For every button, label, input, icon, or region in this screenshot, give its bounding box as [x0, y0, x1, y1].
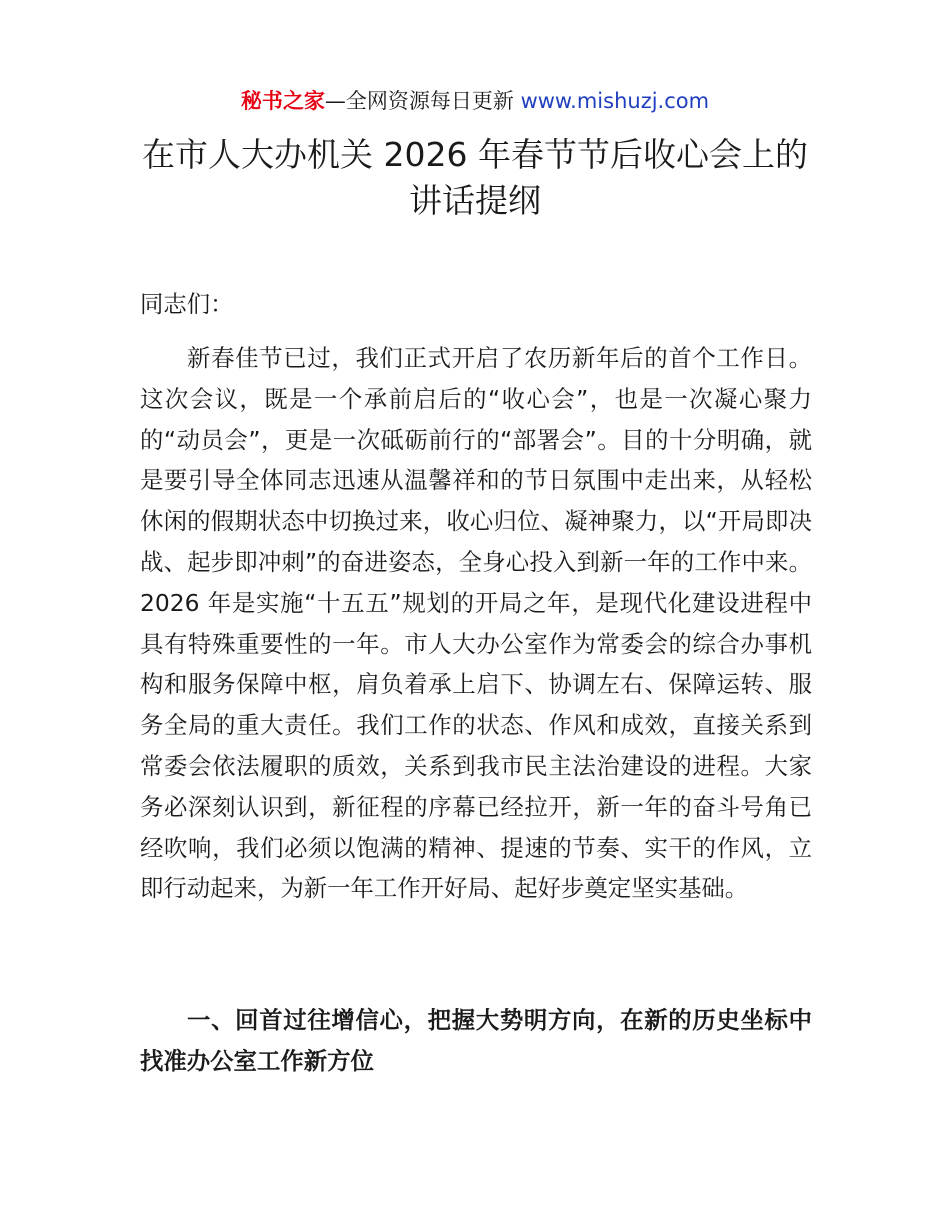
body-paragraph: 新春佳节已过，我们正式开启了农历新年后的首个工作日。这次会议，既是一个承前启后的“收心会”，也是一次凝心聚力的“动员会”，更是一次砥砺前行的“部署会”。目的十分明确，就是要引导全体同志迅速从温馨祥和的节日氛围中走出来，从轻松休闲的假期状态中切换过来，收心归位、凝神聚力，以“开局即决战、起步即冲刺”的奋进姿态，全身心投入到新一年的工作中来。2026 年是实施“十五五”规划的开局之年，是现代化建设进程中具有特殊重要性的一年。市人大办公室作为常委会的综合办事机构和服务保障中枢，肩负着承上启下、协调左右、保障运转、服务全局的重大责任。我们工作的状态、作风和成效，直接关系到常委会依法履职的质效，关系到我市民主法治建设的进程。大家务必深刻认识到，新征程的序幕已经拉开，新一年的奋斗号角已经吹响，我们必须以饱满的精神、提速的节奏、实干的作风，立即行动起来，为新一年工作开好局、起好步奠定坚实基础。 — [140, 344, 812, 903]
header-tagline: —全网资源每日更新 — [324, 89, 521, 113]
site-url-link[interactable]: www.mishuzj.com — [520, 89, 710, 113]
section-heading: 一、回首过往增信心，把握大势明方向，在新的历史坐标中找准办公室工作新方位 — [140, 1006, 812, 1075]
brand-name: 秘书之家 — [240, 89, 325, 113]
salutation: 同志们： — [140, 290, 234, 318]
document-title: 在市人大办机关 2026 年春节节后收心会上的讲话提纲 — [142, 135, 808, 220]
site-header — [0, 86, 950, 116]
